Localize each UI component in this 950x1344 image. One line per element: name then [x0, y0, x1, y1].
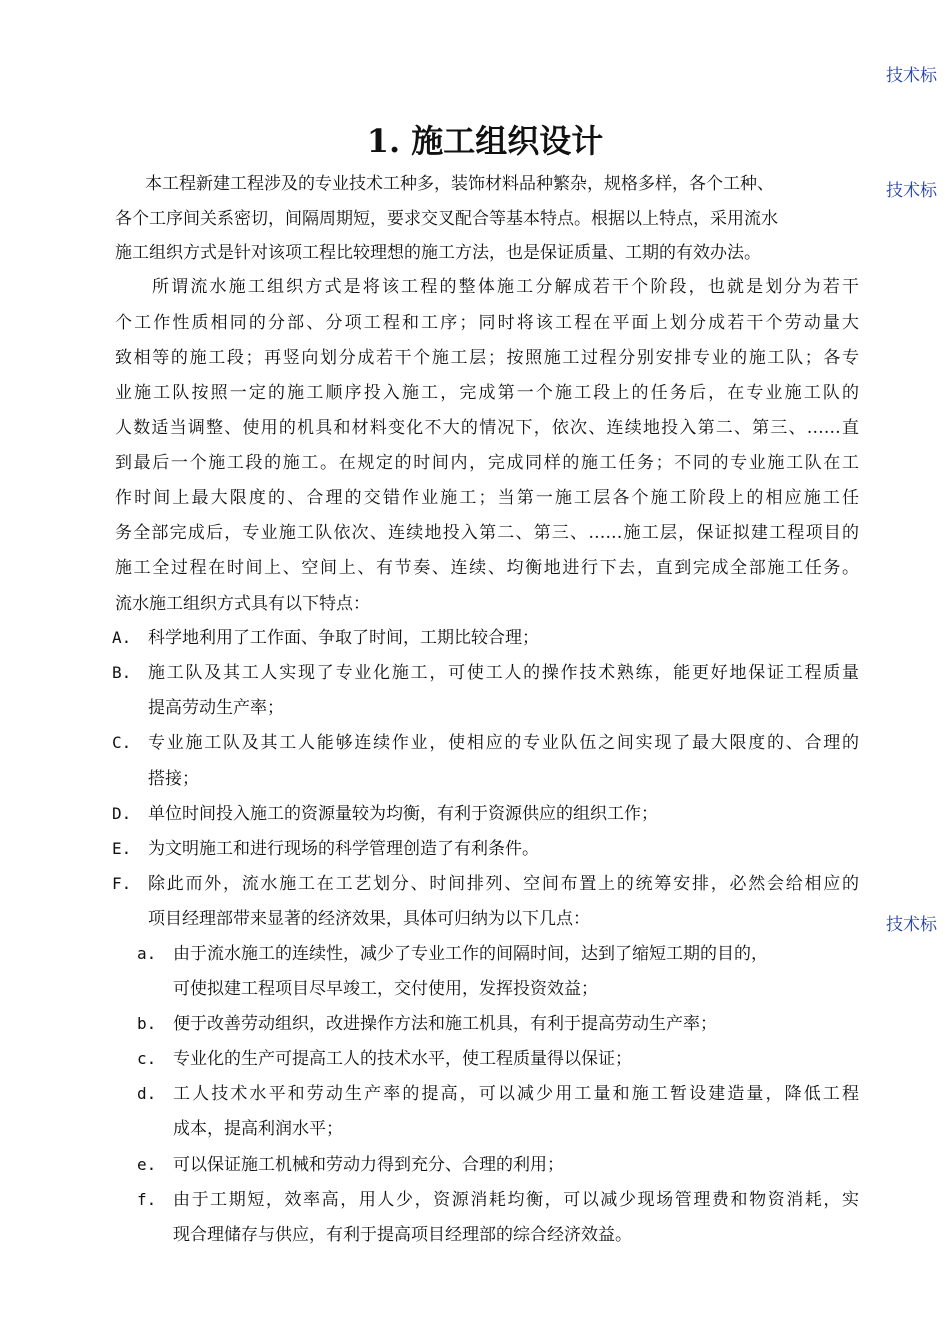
list-item-line: 项目经理部带来显著的经济效果，具体可归纳为以下几点： [148, 909, 590, 929]
list-label: A. [112, 628, 132, 647]
paragraph-line: 业施工队按照一定的施工顺序投入施工，完成第一个施工段上的任务后，在专业施工队的 [115, 383, 859, 403]
list-item-line: 专业施工队及其工人能够连续作业，使相应的专业队伍之间实现了最大限度的、合理的 [148, 733, 859, 753]
paragraph-line: 本工程新建工程涉及的专业技术工种多，装饰材料品种繁杂，规格多样，各个工种、 [145, 174, 774, 194]
list-label: f. [137, 1190, 157, 1209]
page-title: 1. 施工组织设计 [366, 122, 604, 160]
list-item-line: 便于改善劳动组织，改进操作方法和施工机具，有利于提高劳动生产率； [173, 1014, 717, 1034]
list-label: d. [137, 1084, 157, 1103]
list-label: D. [112, 804, 132, 823]
paragraph-line: 人数适当调整、使用的机具和材料变化不大的情况下，依次、连续地投入第二、第三、……直 [115, 418, 859, 438]
list-item-line: 工人技术水平和劳动生产率的提高，可以减少用工量和施工暂设建造量，降低工程 [173, 1084, 859, 1104]
list-item-line: 单位时间投入施工的资源量较为均衡，有利于资源供应的组织工作； [148, 804, 658, 824]
list-item-line: 可使拟建工程项目尽早竣工，交付使用，发挥投资效益； [173, 979, 598, 999]
list-item-line: 专业化的生产可提高工人的技术水平，使工程质量得以保证； [173, 1049, 632, 1069]
paragraph-line: 个工作性质相同的分部、分项工程和工序；同时将该工程在平面上划分成若干个劳动量大 [115, 313, 859, 333]
list-label: B. [112, 663, 132, 682]
paragraph-line: 所谓流水施工组织方式是将该工程的整体施工分解成若干个阶段，也就是划分为若干 [152, 277, 859, 297]
paragraph-line: 到最后一个施工段的施工。在规定的时间内，完成同样的施工任务；不同的专业施工队在工 [115, 453, 859, 473]
list-label: F. [112, 874, 132, 893]
list-item-line: 提高劳动生产率； [148, 698, 284, 718]
list-label: E. [112, 839, 132, 858]
list-item-line: 成本，提高利润水平； [173, 1119, 343, 1139]
list-label: e. [137, 1155, 157, 1174]
paragraph-line: 致相等的施工段；再竖向划分成若干个施工层；按照施工过程分别安排专业的施工队；各专 [115, 348, 859, 368]
list-label: C. [112, 733, 132, 752]
list-item-line: 施工队及其工人实现了专业化施工，可使工人的操作技术熟练，能更好地保证工程质量 [148, 663, 859, 683]
paragraph-line: 施工全过程在时间上、空间上、有节奏、连续、均衡地进行下去，直到完成全部施工任务。 [115, 558, 859, 578]
list-item-line: 除此而外，流水施工在工艺划分、时间排列、空间布置上的统筹安排，必然会给相应的 [148, 874, 859, 894]
paragraph-line: 务全部完成后，专业施工队依次、连续地投入第二、第三、……施工层，保证拟建工程项目的 [115, 523, 859, 543]
paragraph-line: 作时间上最大限度的、合理的交错作业施工；当第一施工层各个施工阶段上的相应施工任 [115, 488, 859, 508]
list-item-line: 为文明施工和进行现场的科学管理创造了有利条件。 [148, 839, 539, 859]
header-mark: 技术标 [886, 66, 937, 86]
list-item-line: 现合理储存与供应，有利于提高项目经理部的综合经济效益。 [173, 1225, 632, 1245]
list-label: b. [137, 1014, 157, 1033]
paragraph-line: 施工组织方式是针对该项工程比较理想的施工方法，也是保证质量、工期的有效办法。 [115, 243, 761, 263]
header-mark: 技术标 [886, 915, 937, 935]
list-item-line: 可以保证施工机械和劳动力得到充分、合理的利用； [173, 1155, 564, 1175]
list-item-line: 由于工期短，效率高，用人少，资源消耗均衡，可以减少现场管理费和物资消耗，实 [173, 1190, 859, 1210]
paragraph-line: 各个工序间关系密切，间隔周期短，要求交叉配合等基本特点。根据以上特点，采用流水 [115, 209, 778, 229]
list-item-line: 搭接； [148, 769, 199, 789]
list-label: c. [137, 1049, 157, 1068]
list-item-line: 科学地利用了工作面、争取了时间，工期比较合理； [148, 628, 539, 648]
list-item-line: 由于流水施工的连续性，减少了专业工作的间隔时间，达到了缩短工期的目的， [173, 944, 768, 964]
list-label: a. [137, 944, 157, 963]
paragraph-line: 流水施工组织方式具有以下特点： [115, 594, 370, 614]
header-mark: 技术标 [886, 181, 937, 201]
